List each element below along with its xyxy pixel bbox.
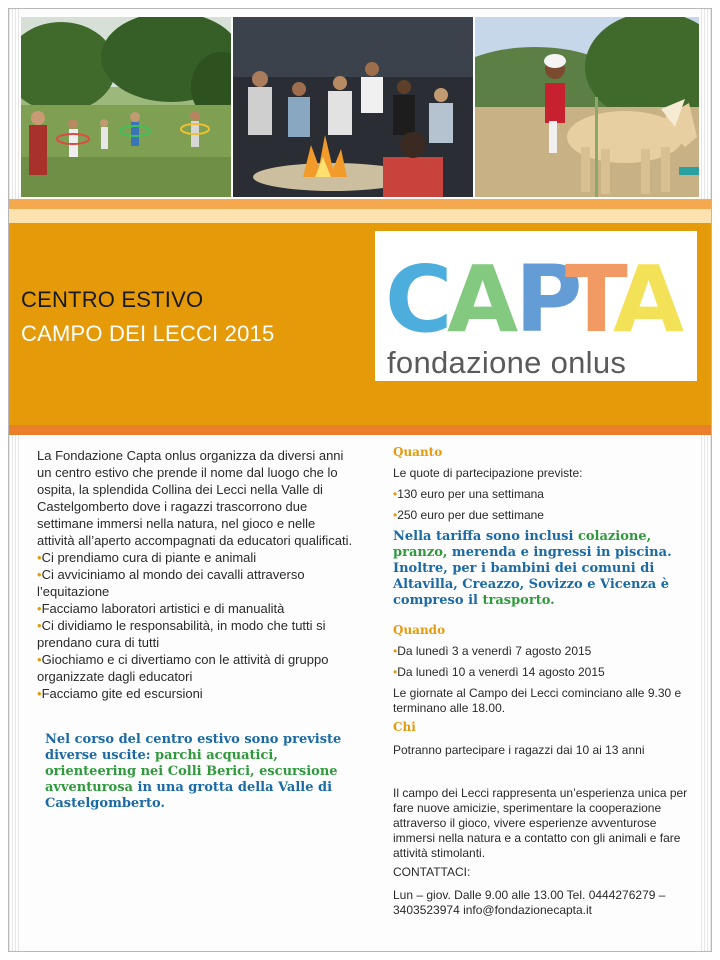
quanto-heading: Quanto [393,445,443,459]
title-line-1: CENTRO ESTIVO [21,287,204,312]
logo-letter-a2: A [613,246,685,349]
logo-subtitle: fondazione onlus [387,345,627,380]
logo-letter-p: P [515,246,583,349]
bullet-dot: • [37,601,42,616]
tariff-paragraph: Nella tariffa sono inclusi colazione, pranzo, merenda e ingressi in piscina. Inoltre, per i bambini dei comuni di Altavilla, Creazzo, Sovizzo e Vicenza è compreso il trasporto. [393,529,672,608]
closing-paragraph: Il campo dei Lecci rappresenta un’esperienza unica per fare nuove amicizie, sperimentare la cooperazione attraverso il gioco, vivere esperienze avventurose immersi nella natura e a contatto con gli animali e fare attività stimolanti. [393,786,688,860]
schedule-text: Le giornate al Campo dei Lecci cominciano alle 9.30 e terminano alle 18.00. [393,686,682,715]
left-column [37,447,355,812]
photo-strip [21,17,699,199]
bullet-dot: • [37,652,42,667]
list-item: •Facciamo gite ed escursioni [37,686,203,701]
price-item: •130 euro per una settimana [393,487,544,501]
date-item: •Da lunedì 10 a venerdì 14 agosto 2015 [393,665,605,679]
bullet-dot: • [393,644,398,658]
bullet-dot: • [37,686,42,701]
capta-logo-letters [375,231,697,349]
bullet-dot: • [393,508,398,522]
list-item: •Facciamo laboratori artistici e di manualità [37,601,285,616]
list-item: •Ci dividiamo le responsabilità, in modo che tutti si prendano cura di tutti [37,618,326,650]
photo-child-on-horse [475,17,699,197]
right-column [393,445,699,918]
chi-heading: Chi [393,720,416,734]
activity-list [37,549,355,702]
bullet-dot: • [37,567,42,582]
date-item: •Da lunedì 3 a venerdì 7 agosto 2015 [393,644,592,658]
top-cream-band [9,209,711,223]
outings-paragraph: Nel corso del centro estivo sono previste diverse uscite: parchi acquatici, orienteering nei Colli Berici, escursione avventurosa in una grotta della Valle di Castelgomberto. [45,732,342,811]
capta-logo [375,231,697,381]
flyer-page [8,8,712,952]
chi-text: Potranno partecipare i ragazzi dai 10 ai 13 anni [393,743,645,757]
photo-hula-hoop-kids [21,17,231,197]
title-line-2: CAMPO DEI LECCI 2015 [21,321,275,346]
contact-text: Lun – giov. Dalle 9.00 alle 13.00 Tel. 0444276279 – 3403523974 info@fondazionecapta.it [393,888,666,917]
logo-letter-c: C [385,246,453,349]
top-orange-band [9,199,711,209]
bottom-orange-band [9,425,711,435]
price-item: •250 euro per due settimane [393,508,544,522]
list-item: •Ci avviciniamo al mondo dei cavalli attraverso l’equitazione [37,567,305,599]
bullet-dot: • [393,487,398,501]
list-item: •Giochiamo e ci divertiamo con le attività di gruppo organizzate dagli educatori [37,652,329,684]
quando-heading: Quando [393,623,446,637]
logo-letter-a: A [447,246,519,349]
bullet-dot: • [37,618,42,633]
quote-intro: Le quote di partecipazione previste: [393,466,583,480]
logo-letter-t: T [565,246,628,349]
left-stripe-border [9,9,19,951]
list-item: •Ci prendiamo cura di piante e animali [37,550,257,565]
right-stripe-border [701,9,711,951]
bullet-dot: • [393,665,398,679]
contact-label: CONTATTACI: [393,865,471,879]
photo-campfire-evening [233,17,473,197]
bullet-dot: • [37,550,42,565]
intro-paragraph: La Fondazione Capta onlus organizza da diversi anni un centro estivo che prende il nome dal luogo che lo ospita, la splendida Collina dei Lecci nella Valle di Castelgomberto dove i ragazzi trascorrono due settimane immersi nella natura, nel gioco e nelle attività all’aperto accompagnati da educatori qualificati. [37,448,353,548]
